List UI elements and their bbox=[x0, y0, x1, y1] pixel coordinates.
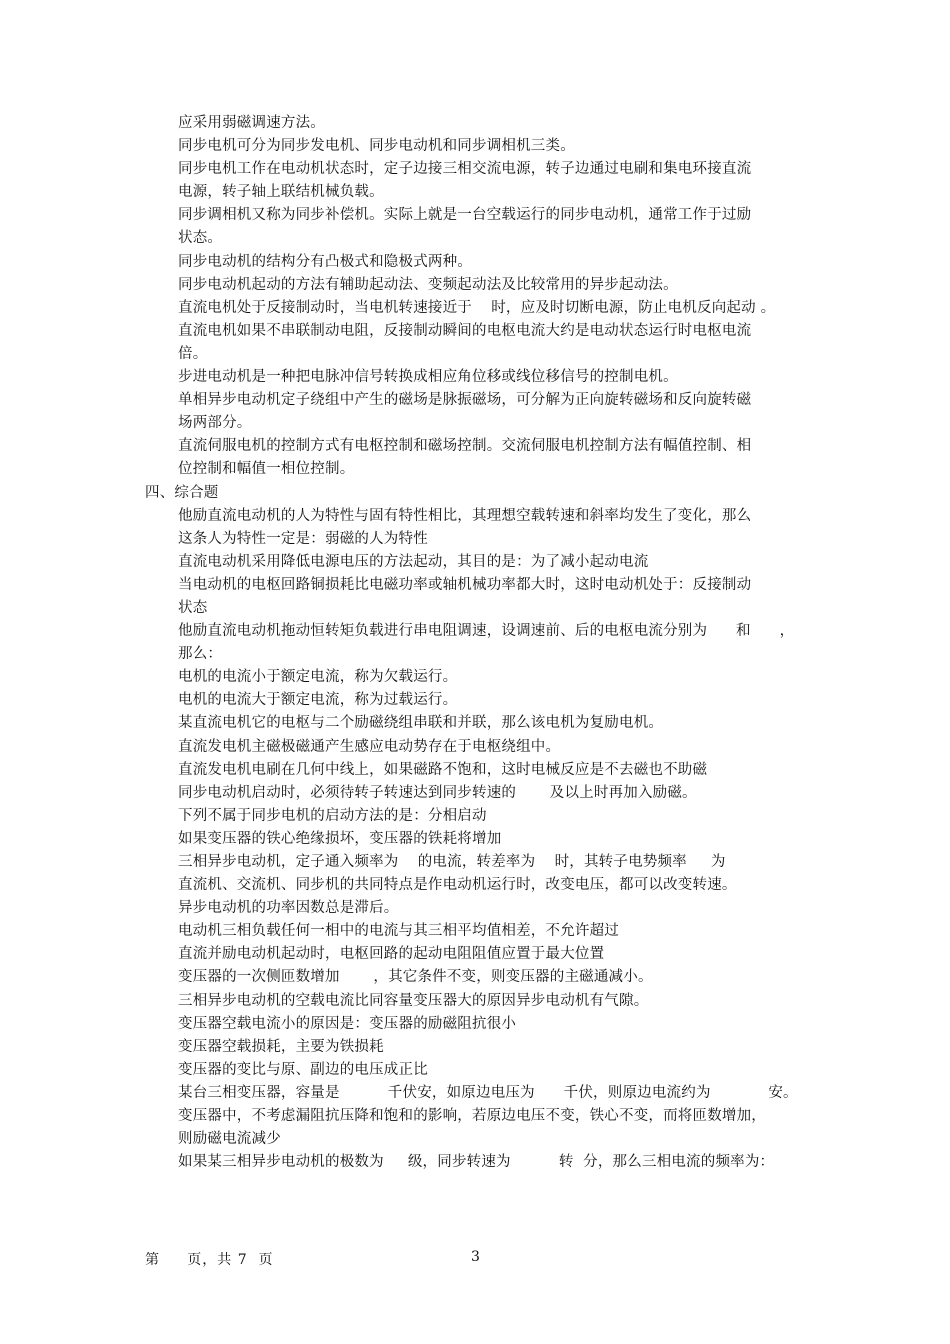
text-line: 同步电机可分为同步发电机、同步电动机和同步调相机三类。 bbox=[178, 138, 575, 155]
text-line: 变压器的变比与原、副边的电压成正比 bbox=[178, 1061, 428, 1078]
text-line: 异步电动机的功率因数总是滞后。 bbox=[178, 900, 399, 917]
text-line: 同步调相机又称为同步补偿机。实际上就是一台空载运行的同步电动机，通常工作于过励 bbox=[178, 207, 752, 224]
text-line: 那么： bbox=[178, 646, 223, 663]
text-line: 直流发电机主磁极磁通产生感应电动势存在于电枢绕组中。 bbox=[178, 738, 561, 755]
text-line: 如果某三相异步电动机的极数为 级，同步转速为 转 分，那么三相电流的频率为： bbox=[178, 1154, 775, 1171]
text-line: 应采用弱磁调速方法。 bbox=[178, 115, 325, 131]
text-line: 直流发电机电刷在几何中线上，如果磁路不饱和，这时电械反应是不去磁也不助磁 bbox=[178, 761, 708, 778]
text-line: 直流机、交流机、同步机的共同特点是作电动机运行时，改变电压，都可以改变转速。 bbox=[178, 877, 737, 894]
text-line: 直流并励电动机起动时，电枢回路的起动电阻阻值应置于最大位置 bbox=[178, 946, 605, 963]
section-comprehensive-questions bbox=[145, 505, 815, 1175]
text-line: 电机的电流大于额定电流，称为过载运行。 bbox=[178, 692, 458, 709]
text-line: 同步电动机起动的方法有辅助起动法、变频起动法及比较常用的异步起动法。 bbox=[178, 276, 678, 293]
text-line: 三相异步电动机，定子通入频率为 的电流，转差率为 时，其转子电势频率 为 bbox=[178, 854, 726, 870]
text-line: 电机的电流小于额定电流，称为欠载运行。 bbox=[178, 669, 458, 686]
text-line: 当电动机的电枢回路铜损耗比电磁功率或轴机械功率都大时，这时电动机处于：反接制动 bbox=[178, 576, 752, 593]
text-line: 下列不属于同步电机的启动方法的是：分相启动 bbox=[178, 807, 487, 824]
text-line: 倍。 bbox=[178, 345, 208, 362]
page-content bbox=[145, 112, 815, 1174]
text-line: 步进电动机是一种把电脉冲信号转换成相应角位移或线位移信号的控制电机。 bbox=[178, 369, 678, 386]
section-heading-comprehensive: 四、综合题 bbox=[145, 484, 219, 501]
text-line: 三相异步电动机的空载电流比同容量变压器大的原因异步电动机有气隙。 bbox=[178, 992, 649, 1009]
text-line: 直流电动机采用降低电源电压的方法起动，其目的是：为了减小起动电流 bbox=[178, 553, 649, 570]
text-line: 变压器的一次侧匝数增加 ，其它条件不变，则变压器的主磁通减小。 bbox=[178, 969, 653, 986]
text-line: 直流电机处于反接制动时，当电机转速接近于 时，应及时切断电源，防止电机反向起动 。 bbox=[178, 299, 776, 316]
text-line: 则励磁电流减少 bbox=[178, 1131, 281, 1148]
text-line: 如果变压器的铁心绝缘损坏，变压器的铁耗将增加 bbox=[178, 830, 502, 847]
text-line: 变压器空载损耗，主要为铁损耗 bbox=[178, 1038, 384, 1055]
text-line: 他励直流电动机的人为特性与固有特性相比，其理想空载转速和斜率均发生了变化，那么 bbox=[178, 507, 752, 524]
text-line: 电动机三相负载任何一相中的电流与其三相平均值相差，不允许超过 bbox=[178, 923, 619, 940]
text-line: 变压器空载电流小的原因是：变压器的励磁阻抗很小 bbox=[178, 1015, 517, 1032]
text-line: 直流电机如果不串联制动电阻，反接制动瞬间的电枢电流大约是电动状态运行时电枢电流 bbox=[178, 322, 752, 339]
text-line: 同步电动机启动时，必须待转子转速达到同步转速的 及以上时再加入励磁。 bbox=[178, 784, 697, 801]
text-line: 单相异步电动机定子绕组中产生的磁场是脉振磁场，可分解为正向旋转磁场和反向旋转磁 bbox=[178, 392, 752, 409]
text-line: 某直流电机它的电枢与二个励磁绕组串联和并联，那么该电机为复励电机。 bbox=[178, 715, 664, 732]
text-line: 他励直流电动机拖动恒转矩负载进行串电阻调速，设调速前、后的电枢电流分别为 和 ， bbox=[178, 623, 795, 640]
text-line: 电源，转子轴上联结机械负载。 bbox=[178, 184, 384, 201]
text-line: 状态 bbox=[178, 599, 208, 616]
text-line: 场两部分。 bbox=[178, 415, 252, 432]
text-line: 同步电机工作在电动机状态时，定子边接三相交流电源，转子边通过电刷和集电环接直流 bbox=[178, 161, 752, 178]
text-line: 变压器中，不考虑漏阻抗压降和饱和的影响，若原边电压不变，铁心不变，而将匝数增加， bbox=[178, 1108, 766, 1125]
text-line: 位控制和幅值一相位控制。 bbox=[178, 461, 355, 478]
text-line: 状态。 bbox=[178, 230, 223, 247]
section-fill-in-answers bbox=[145, 112, 815, 482]
text-line: 同步电动机的结构分有凸极式和隐极式两种。 bbox=[178, 253, 472, 270]
text-line: 直流伺服电机的控制方式有电枢控制和磁场控制。交流伺服电机控制方法有幅值控制、相 bbox=[178, 438, 752, 455]
text-line: 这条人为特性一定是：弱磁的人为特性 bbox=[178, 530, 428, 547]
footer-page-info: 第 页，共 7 页 bbox=[145, 1252, 274, 1268]
footer-page-number: 3 bbox=[471, 1249, 480, 1265]
text-line: 某台三相变压器，容量是 千伏安，如原边电压为 千伏，则原边电流约为 安。 bbox=[178, 1084, 798, 1101]
